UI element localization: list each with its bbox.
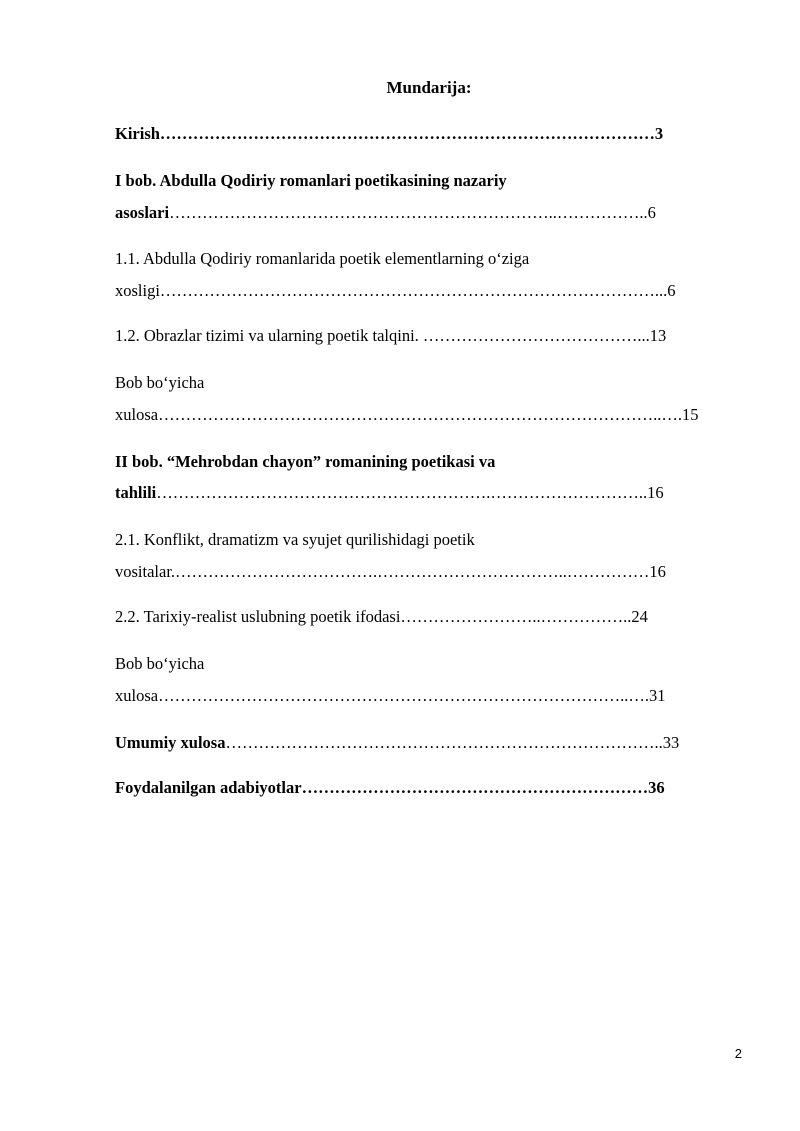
toc-entry-bob2-tahlili: tahlili <box>115 483 157 502</box>
toc-entry-bob2-leader: …………………………………………………….………………………..16 <box>156 483 664 502</box>
toc-entry-bob2-summary-line1: Bob bo‘yicha <box>115 654 205 673</box>
toc-entry-umumiy-xulosa <box>115 732 679 754</box>
toc-entry-umumiy-label: Umumiy xulosa <box>115 733 226 752</box>
toc-entry-kirish: Kirish………………………………………………………………………………3 <box>115 124 664 143</box>
toc-entry-bob1-title: I bob. Abdulla Qodiriy romanlari poetikasining nazariy <box>115 171 507 190</box>
toc-entry-bob1-leader: ……………………………………………………………..……………..6 <box>169 203 656 222</box>
toc-entry-umumiy-leader: ……………………………………………………………………..33 <box>225 733 680 752</box>
page-number: 2 <box>734 1046 742 1061</box>
toc-entry-bob1-summary-line2: xulosa………………………………………………………………………………..….15 <box>115 405 699 424</box>
toc-entry-foydalanilgan-adabiyotlar: Foydalanilgan adabiyotlar………………………………………………………36 <box>115 778 665 797</box>
toc-entry-2-2: 2.2. Tarixiy-realist uslubning poetik ifodasi……………………..……………..24 <box>115 607 648 626</box>
toc-entry-bob1-summary-line1: Bob bo‘yicha <box>115 373 205 392</box>
toc-entry-1-2: 1.2. Obrazlar tizimi va ularning poetik talqini. …………………………………...13 <box>115 326 667 345</box>
toc-entry-bob1-continued <box>115 202 656 224</box>
toc-entry-bob2-summary-line2: xulosa…………………………………………………………………………..….31 <box>115 686 666 705</box>
toc-entry-bob2-title: II bob. “Mehrobdan chayon” romanining poetikasi va <box>115 452 496 471</box>
toc-entry-2-1-line1: 2.1. Konflikt, dramatizm va syujet qurilishidagi poetik <box>115 530 475 549</box>
page-title: Mundarija: <box>386 78 472 97</box>
toc-entry-2-1-line2: vositalar.……………………………….……………………………..……………16 <box>115 562 666 581</box>
toc-entry-1-1-line1: 1.1. Abdulla Qodiriy romanlarida poetik elementlarning o‘ziga <box>115 249 530 268</box>
toc-entry-1-1-line2: xosligi………………………………………………………………………………...6 <box>115 281 676 300</box>
toc-entry-bob2-continued <box>115 482 664 504</box>
toc-entry-bob1-asoslari: asoslari <box>115 203 170 222</box>
